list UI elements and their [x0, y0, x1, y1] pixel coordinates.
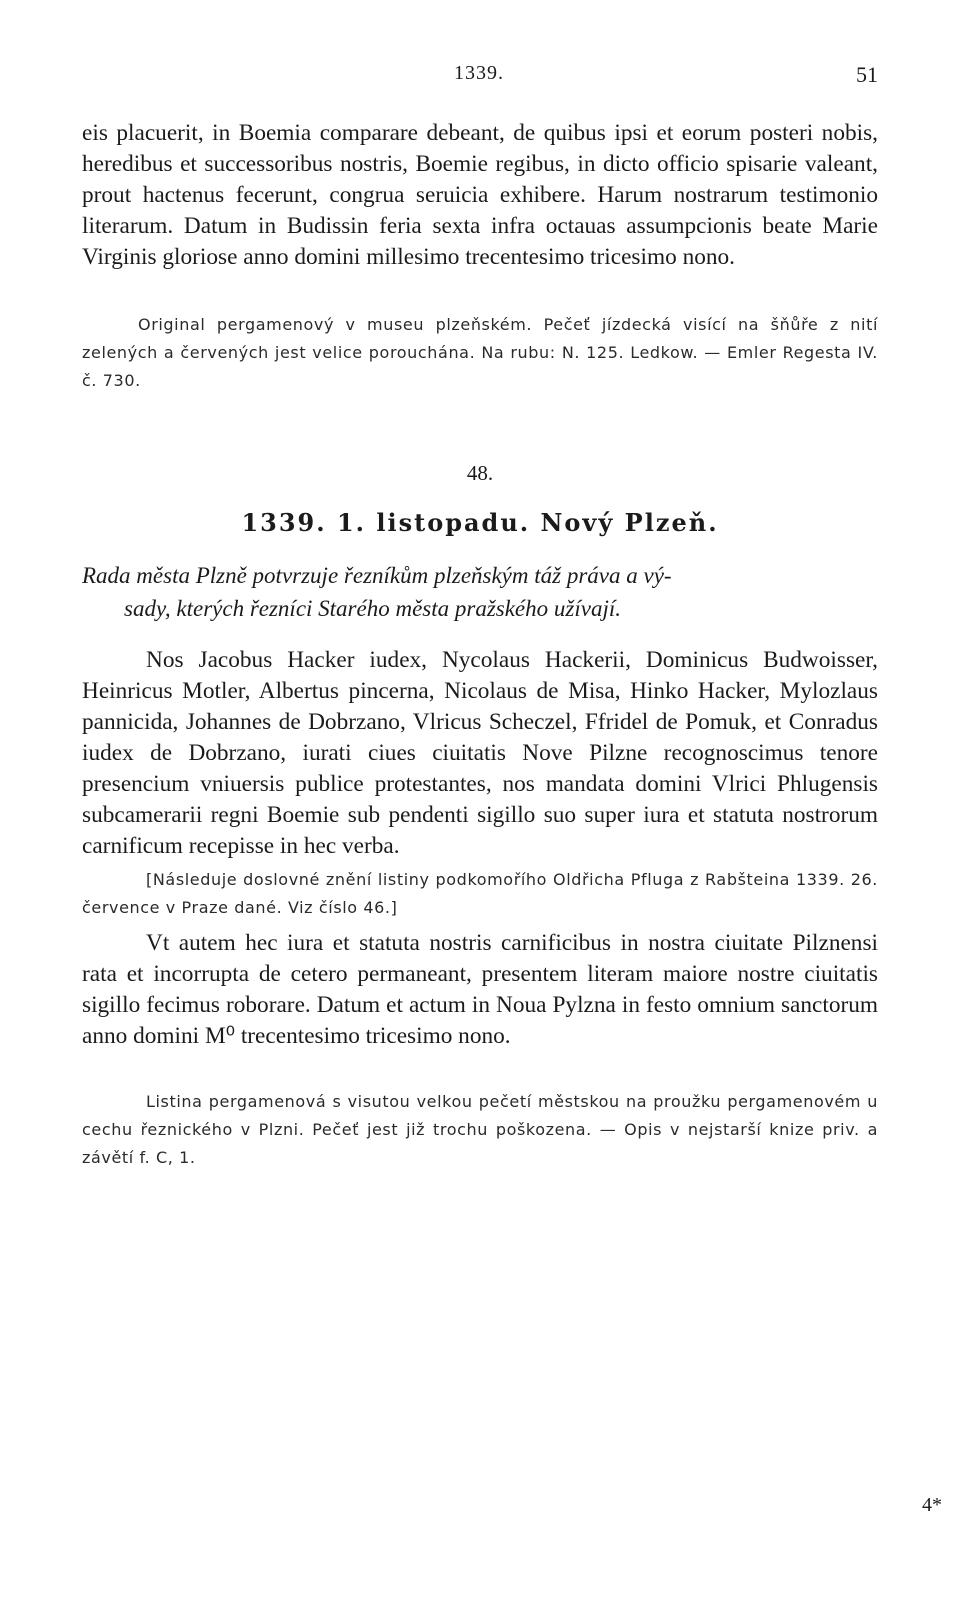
document-regest: [82, 559, 878, 625]
regest-line-1: Rada města Plzně potvrzuje řezníkům plzeňským táž práva a vý-: [82, 563, 672, 588]
source-note-listina: Listina pergamenová s visutou velkou pečetí městskou na proužku pergamenovém u cechu řeznického v Plzni. Pečeť jest již trochu poškozena. — Opis v nejstarší knize priv. a závětí f. C, 1.: [82, 1092, 878, 1167]
document-number: 48.: [466, 461, 494, 485]
continuation-paragraph: eis placuerit, in Boemia comparare debeant, de quibus ipsi et eorum posteri nobis, heredibus et successoribus nostris, Boemie regibus, in dicto officio spisarie valeant, prout hactenus fecerunt, congrua seruicia exhibere. Harum nostrarum testimonio literarum. Datum in Budissin feria sexta infra octauas assumpcionis beate Marie Virginis gloriose anno domini millesimo trecentesimo tricesimo nono.: [82, 120, 878, 270]
document-text-part2: Vt autem hec iura et statuta nostris carnificibus in nostra ciuitate Pilznensi rata et incorrupta de cetero permaneant, presentem literam maiore nostre ciuitatis sigillo fecimus roborare. Datum et actum in Noua Pylzna in festo omnium sanctorum anno domini M⁰ trecentesimo tricesimo nono.: [82, 930, 878, 1049]
page-number: 51: [856, 62, 878, 87]
book-page: [82, 56, 878, 1172]
document-heading: 1339. 1. listopadu. Nový Plzeň.: [241, 508, 719, 537]
signature-mark: 4*: [922, 1494, 942, 1516]
source-note-original: Original pergamenový v museu plzeňském. Pečeť jízdecká visící na šňůře z nití zelených a červených jest velice porouchána. Na rubu: N. 125. Ledkow. — Emler Regesta IV. č. 730.: [82, 315, 878, 390]
editorial-note: [Následuje doslovné znění listiny podkomořího Oldřicha Pfluga z Rabšteina 1339. 26. července v Praze dané. Viz číslo 46.]: [82, 870, 878, 917]
running-header: [82, 56, 878, 96]
document-text-part1: Nos Jacobus Hacker iudex, Nycolaus Hackerii, Dominicus Budwoisser, Heinricus Motler, Albertus pincerna, Nicolaus de Misa, Hinko Hacker, Mylozlaus pannicida, Johannes de Dobrzano, Vlricus Scheczel, Ffridel de Pomuk, et Conradus iudex de Dobrzano, iurati ciues ciuitatis Nove Pilzne recognoscimus tenore presencium vniuersis publice protestantes, nos mandata domini Vlrici Phlugensis subcamerarii regni Boemie sub pendenti sigillo suo super iura et statuta nostrorum carnificum recepisse in hec verba.: [82, 647, 878, 859]
header-year: 1339.: [454, 62, 504, 84]
regest-line-2: sady, kterých řezníci Starého města pražského užívají.: [124, 596, 621, 621]
